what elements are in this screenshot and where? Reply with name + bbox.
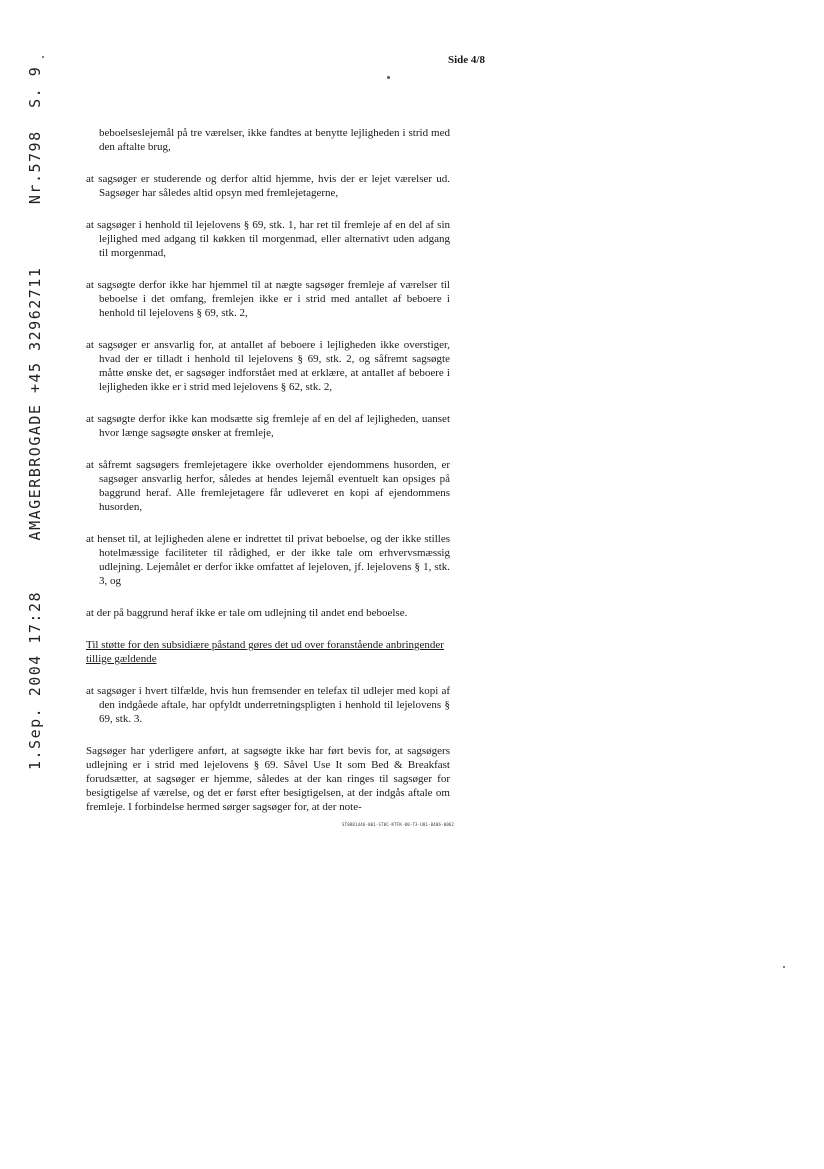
- body-paragraph: Sagsøger har yderligere anført, at sagsøgte ikke har ført bevis for, at sagsøgers udlejning er i strid med lejelovens § 69. Såvel Use It som Bed & Breakfast forudsætter, at sagsøger er hjemme, således at der kan ringes til sagsøger for besigtigelse af værelse, og det er først efter besigtigelsen, at der indgås aftale om fremleje. I forbindelse hermed sørger sagsøger for, at der note-: [86, 745, 450, 813]
- page-number: Side 4/8: [448, 54, 485, 66]
- document-body: [86, 126, 450, 832]
- scan-speck: [42, 56, 44, 58]
- scan-speck: [387, 76, 390, 79]
- argument-item: at der på baggrund heraf ikke er tale om udlejning til andet end beboelse.: [86, 607, 408, 619]
- argument-item: at sagsøgte derfor ikke har hjemmel til at nægte sagsøger fremleje af værelser til beboelse i det omfang, fremlejen ikke er i strid med antallet af beboere i henhold til lejelovens § 69, stk. 2,: [86, 279, 450, 319]
- fax-page: S. 9: [26, 65, 44, 108]
- fax-date: 1.Sep. 2004 17:28: [26, 590, 44, 770]
- paragraph-continuation: beboelseslejemål på tre værelser, ikke fandtes at benytte lejligheden i strid med den aftalte brug,: [99, 127, 450, 153]
- argument-item: at sagsøger i henhold til lejelovens § 69, stk. 1, har ret til fremleje af en del af sin lejlighed med adgang til køkken til morgenmad, eller alternativt uden adgang til morgenmad,: [86, 219, 450, 259]
- scan-speck: [783, 966, 785, 968]
- argument-item: at sagsøgte derfor ikke kan modsætte sig fremleje af en del af lejligheden, uanset hvor længe sagsøgte ønsker at fremleje,: [86, 413, 450, 439]
- fax-transmission-header: [26, 66, 44, 770]
- fax-number: Nr.5798: [26, 130, 44, 205]
- argument-item: at sagsøger er ansvarlig for, at antallet af beboere i lejligheden ikke overstiger, hvad der er tilladt i henhold til lejelovens § 69, stk. 2, og såfremt sagsøgte måtte ønske det, er sagsøger indforstået med at erklære, at antallet af beboere i lejligheden ikke er i strid med lejelovens § 62, stk. 2,: [86, 339, 450, 393]
- fax-sender: AMAGERBROGADE +45 32962711: [26, 266, 44, 541]
- argument-item: at henset til, at lejligheden alene er indrettet til privat beboelse, og der ikke stilles hotelmæssige faciliteter til rådighed, er der ikke tale om erhvervsmæssig udlejning. Lejemålet er derfor ikke omfattet af lejeloven, jf. lejelovens § 1, stk. 3, og: [86, 533, 450, 587]
- argument-item: at såfremt sagsøgers fremlejetagere ikke overholder ejendommens husorden, er sagsøger ansvarlig herfor, således at hendes lejemål eventuelt kan opsiges på baggrund heraf. Alle fremlejetagere får udleveret en kopi af ejendommens husorden,: [86, 459, 450, 513]
- argument-item: at sagsøger i hvert tilfælde, hvis hun fremsender en telefax til udlejer med kopi af den indgåede aftale, har opfyldt underretningspligten i henhold til lejelovens § 69, stk. 3.: [86, 685, 450, 725]
- argument-item: at sagsøger er studerende og derfor altid hjemme, hvis der er lejet værelser ud. Sagsøger har således altid opsyn med fremlejetagerne,: [86, 173, 450, 199]
- document-code: ST0881446-001-ST0C-KTFK-00-T3-U01-0406-0062: [342, 822, 455, 827]
- subsidiary-claim-heading: Til støtte for den subsidiære påstand gøres det ud over foranstående anbringender tillige gældende: [86, 639, 444, 665]
